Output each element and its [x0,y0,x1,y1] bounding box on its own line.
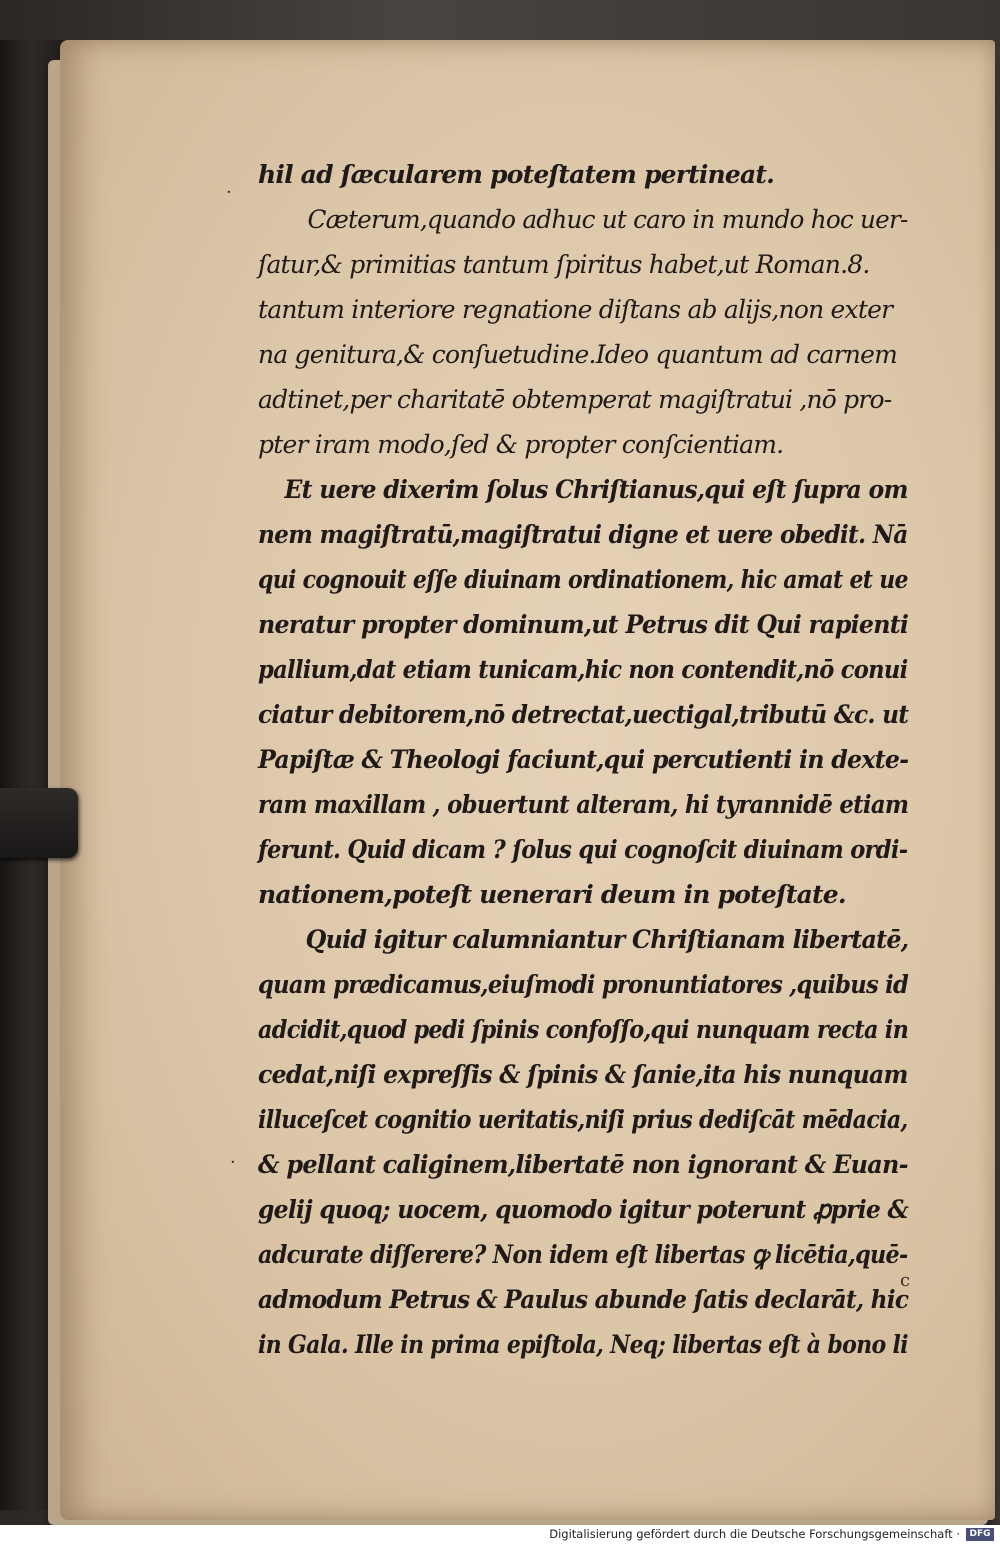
text-line: qui cognouit eſſe diuinam ordinationem, hic amat et ue [258,565,908,594]
text-line: quam prædicamus,eiuſmodi pronuntiatores ,quibus id [258,970,909,999]
text-line: na genitura,& conſuetudine.Ideo quantum ad carnem [258,340,897,369]
text-line: ciatur debitorem,nō detrectat,uectigal,tributū &c. ut [258,700,909,729]
ink-speck: c [900,1270,911,1291]
text-line: illuceſcet cognitio ueritatis,niſi prius dediſcāt mēdacia, [258,1105,908,1134]
text-line: adcidit,quod pedi ſpinis confoſſo,qui nunquam recta in [258,1015,909,1044]
book-clasp [0,788,78,858]
text-line: adtinet,per charitatē obtemperat magiſtratui ,nō pro- [258,385,892,414]
footer-credit: Digitalisierung gefördert durch die Deutsche Forschungsgemeinschaft · [549,1527,960,1541]
text-line: neratur propter dominum,ut Petrus dit Qui rapienti [258,610,909,639]
text-line: nationem,poteſt uenerari deum in poteſtate. [258,880,846,909]
text-line: pter iram modo,ſed & propter conſcientiam. [258,430,784,459]
text-line: nem magiſtratū,magiſtratui digne et uere obedit. Nā [258,520,908,549]
page-text-block [258,152,911,1367]
text-line: hil ad ſæcularem poteſtatem pertineat. [258,160,775,189]
text-line: ram maxillam , obuertunt alteram, hi tyrannidē etiam [258,790,909,819]
digitization-footer [0,1525,1000,1545]
text-line: in Gala. Ille in prima epiſtola, Neq; libertas eſt à bono li [258,1330,908,1359]
text-line: Papiſtæ & Theologi faciunt,qui percutienti in dexte- [258,745,909,774]
dfg-logo: DFG [966,1528,994,1541]
text-line: Et uere dixerim ſolus Chriſtianus,qui eſt ſupra om [284,475,908,504]
text-line: ferunt. Quid dicam ? ſolus qui cognoſcit diuinam ordi- [258,835,908,864]
text-line: adcurate diſſerere? Non idem eſt libertas ꝙ licētia,quē- [258,1240,908,1269]
text-line: pallium,dat etiam tunicam,hic non contendit,nō conui [258,655,908,684]
text-line: cedat,niſi expreſſis & ſpinis & ſanie,ita his nunquam [258,1060,908,1089]
text-line: tantum interiore regnatione diſtans ab alijs,non exter [258,295,893,324]
text-line: Quid igitur calumniantur Chriſtianam libertatē, [305,925,909,954]
text-line: gelij quoq; uocem, quomodo igitur poterunt ꝓprie & [258,1195,908,1224]
text-line: & pellant caliginem,libertatē non ignorant & Euan- [258,1150,908,1179]
ink-speck: · [230,1152,236,1173]
ink-speck: · [226,182,232,203]
text-line: ſatur,& primitias tantum ſpiritus habet,ut Roman.8. [258,250,870,279]
text-line: Cæterum,quando adhuc ut caro in mundo hoc uer- [307,205,908,234]
text-line: admodum Petrus & Paulus abunde ſatis declarāt, hic [258,1285,909,1314]
